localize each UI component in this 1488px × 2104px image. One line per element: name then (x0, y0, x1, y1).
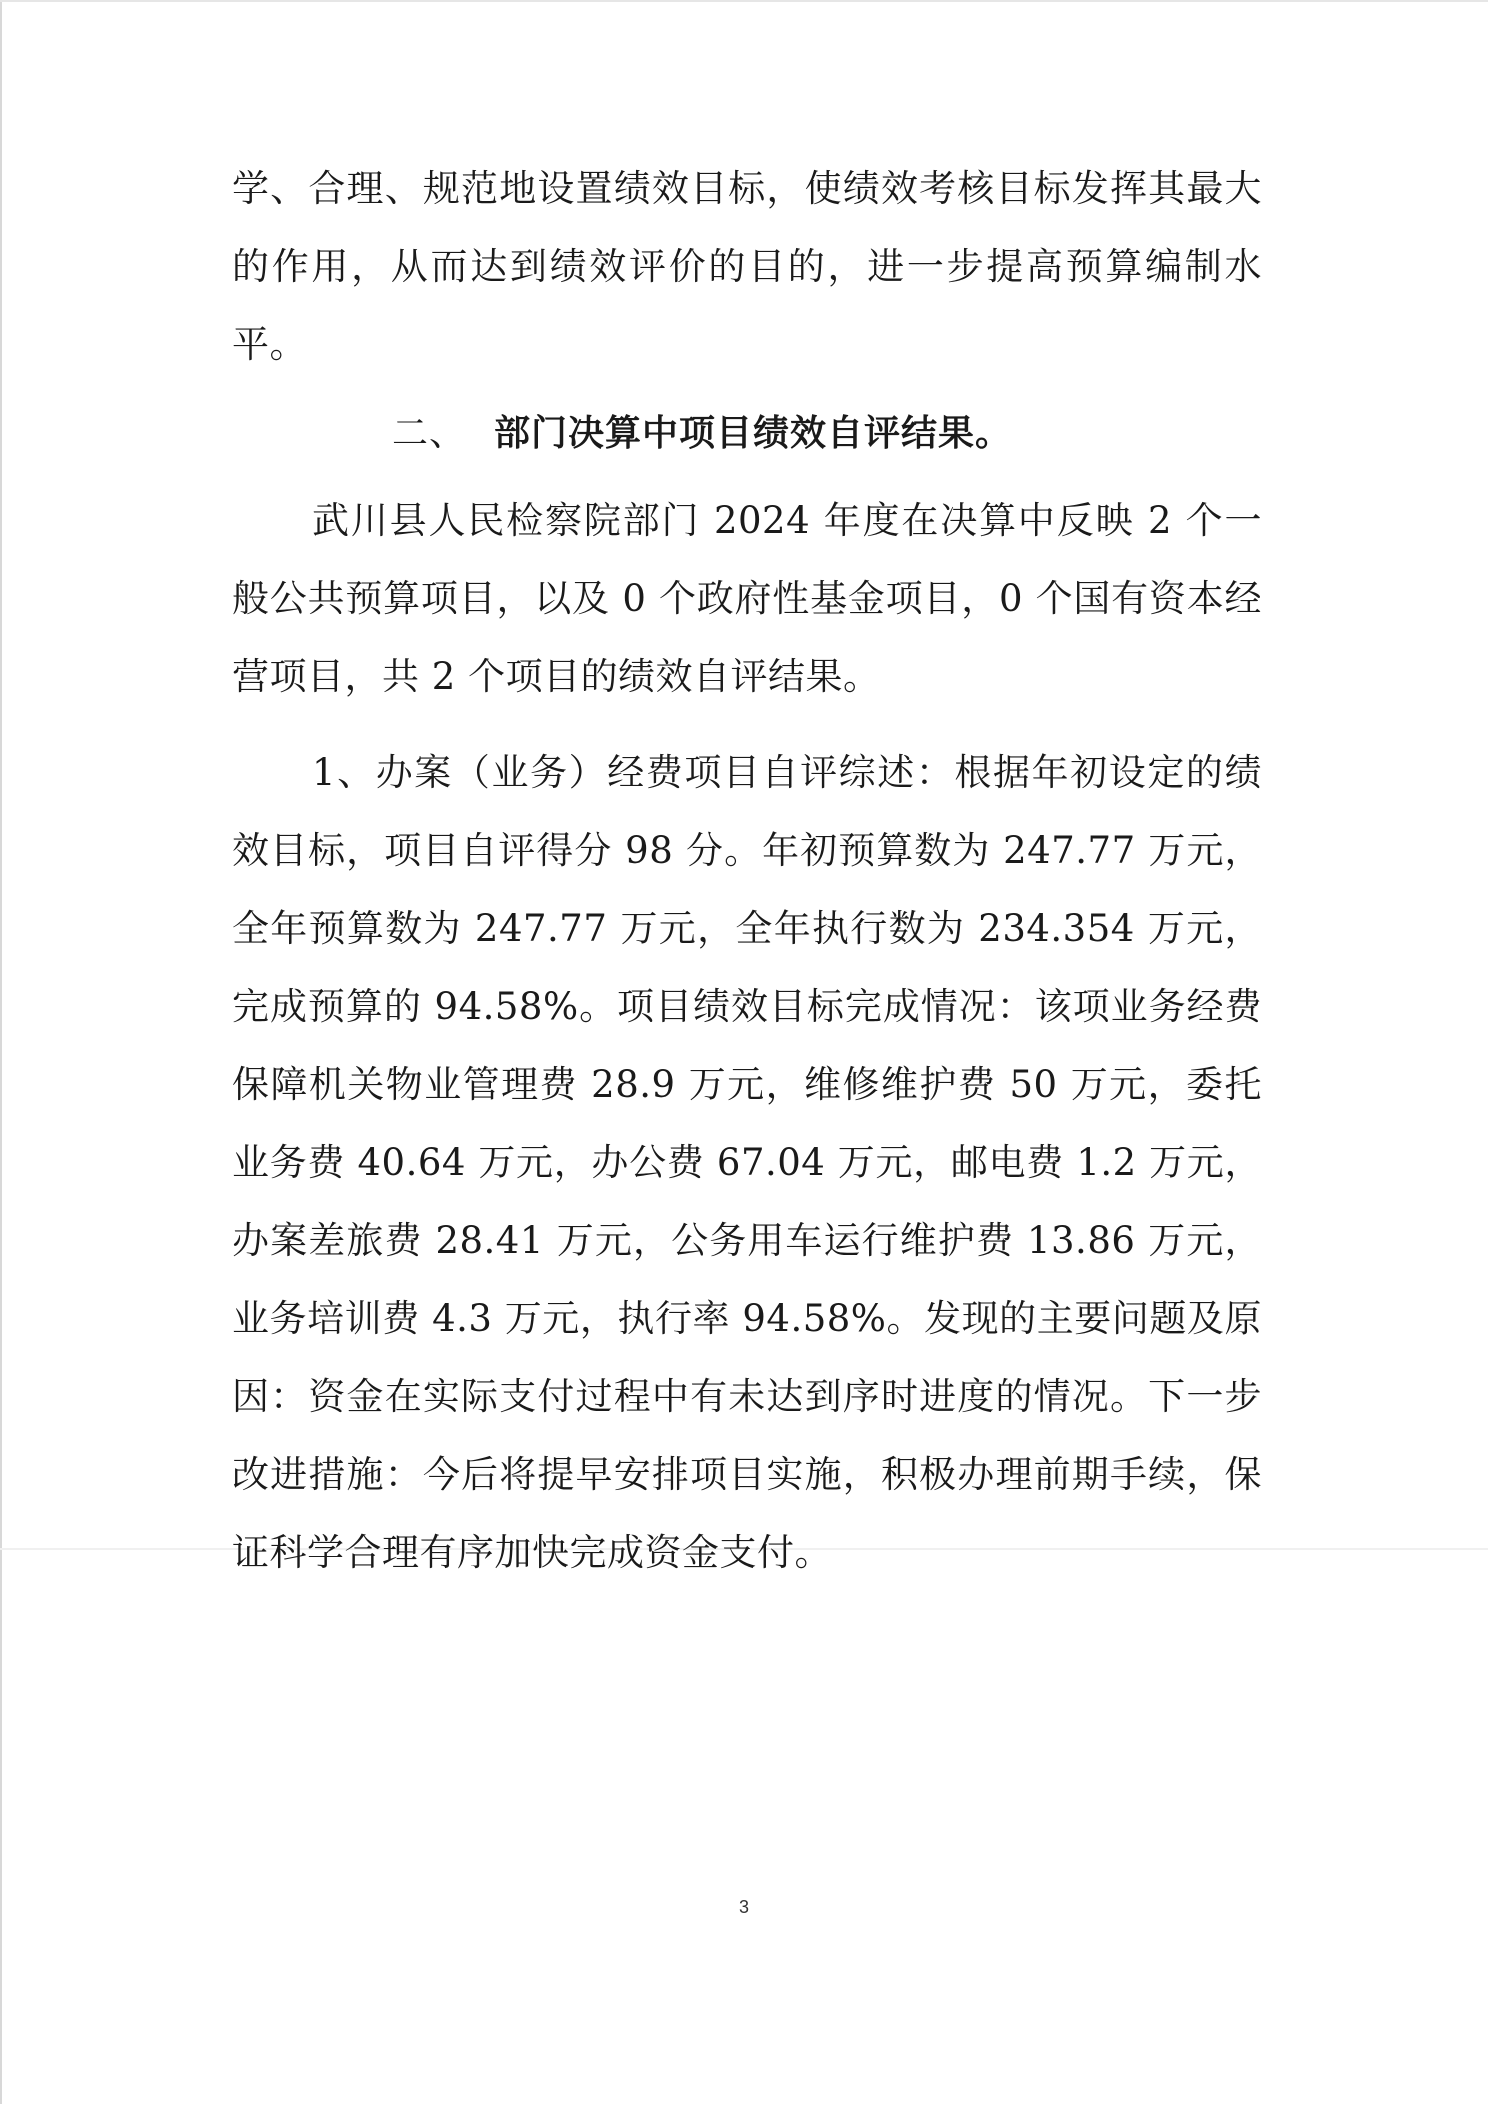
paragraph-continuation: 学、合理、规范地设置绩效目标，使绩效考核目标发挥其最大的作用，从而达到绩效评价的目的，进一步提高预算编制水平。 (232, 167, 1262, 366)
section-number: 二、 (392, 413, 467, 454)
page-edge-top (0, 0, 1488, 2)
section-title: 部门决算中项目绩效自评结果。 (494, 413, 1013, 454)
section-heading (232, 394, 1262, 474)
document-body (232, 150, 1262, 1592)
paragraph-project-1: 1、办案（业务）经费项目自评综述：根据年初设定的绩效目标，项目自评得分 98 分。年初预算数为 247.77 万元，全年预算数为 247.77 万元，全年执行数为 234.354 万元，完成预算的 94.58%。项目绩效目标完成情况：该项业务经费保障机关物业管理费 28.9 万元，维修维护费 50 万元，委托业务费 40.64 万元，办公费 67.04 万元，邮电费 1.2 万元，办案差旅费 28.41 万元，公务用车运行维护费 13.86 万元，业务培训费 4.3 万元，执行率 94.58%。发现的主要问题及原因：资金在实际支付过程中有未达到序时进度的情况。下一步改进措施：今后将提早安排项目实施，积极办理前期手续，保证科学合理有序加快完成资金支付。 (232, 751, 1262, 1574)
page-edge (0, 0, 2, 2104)
page-number: 3 (738, 1897, 749, 1917)
paragraph-summary: 武川县人民检察院部门 2024 年度在决算中反映 2 个一般公共预算项目，以及 0 个政府性基金项目，0 个国有资本经营项目，共 2 个项目的绩效自评结果。 (232, 499, 1262, 698)
